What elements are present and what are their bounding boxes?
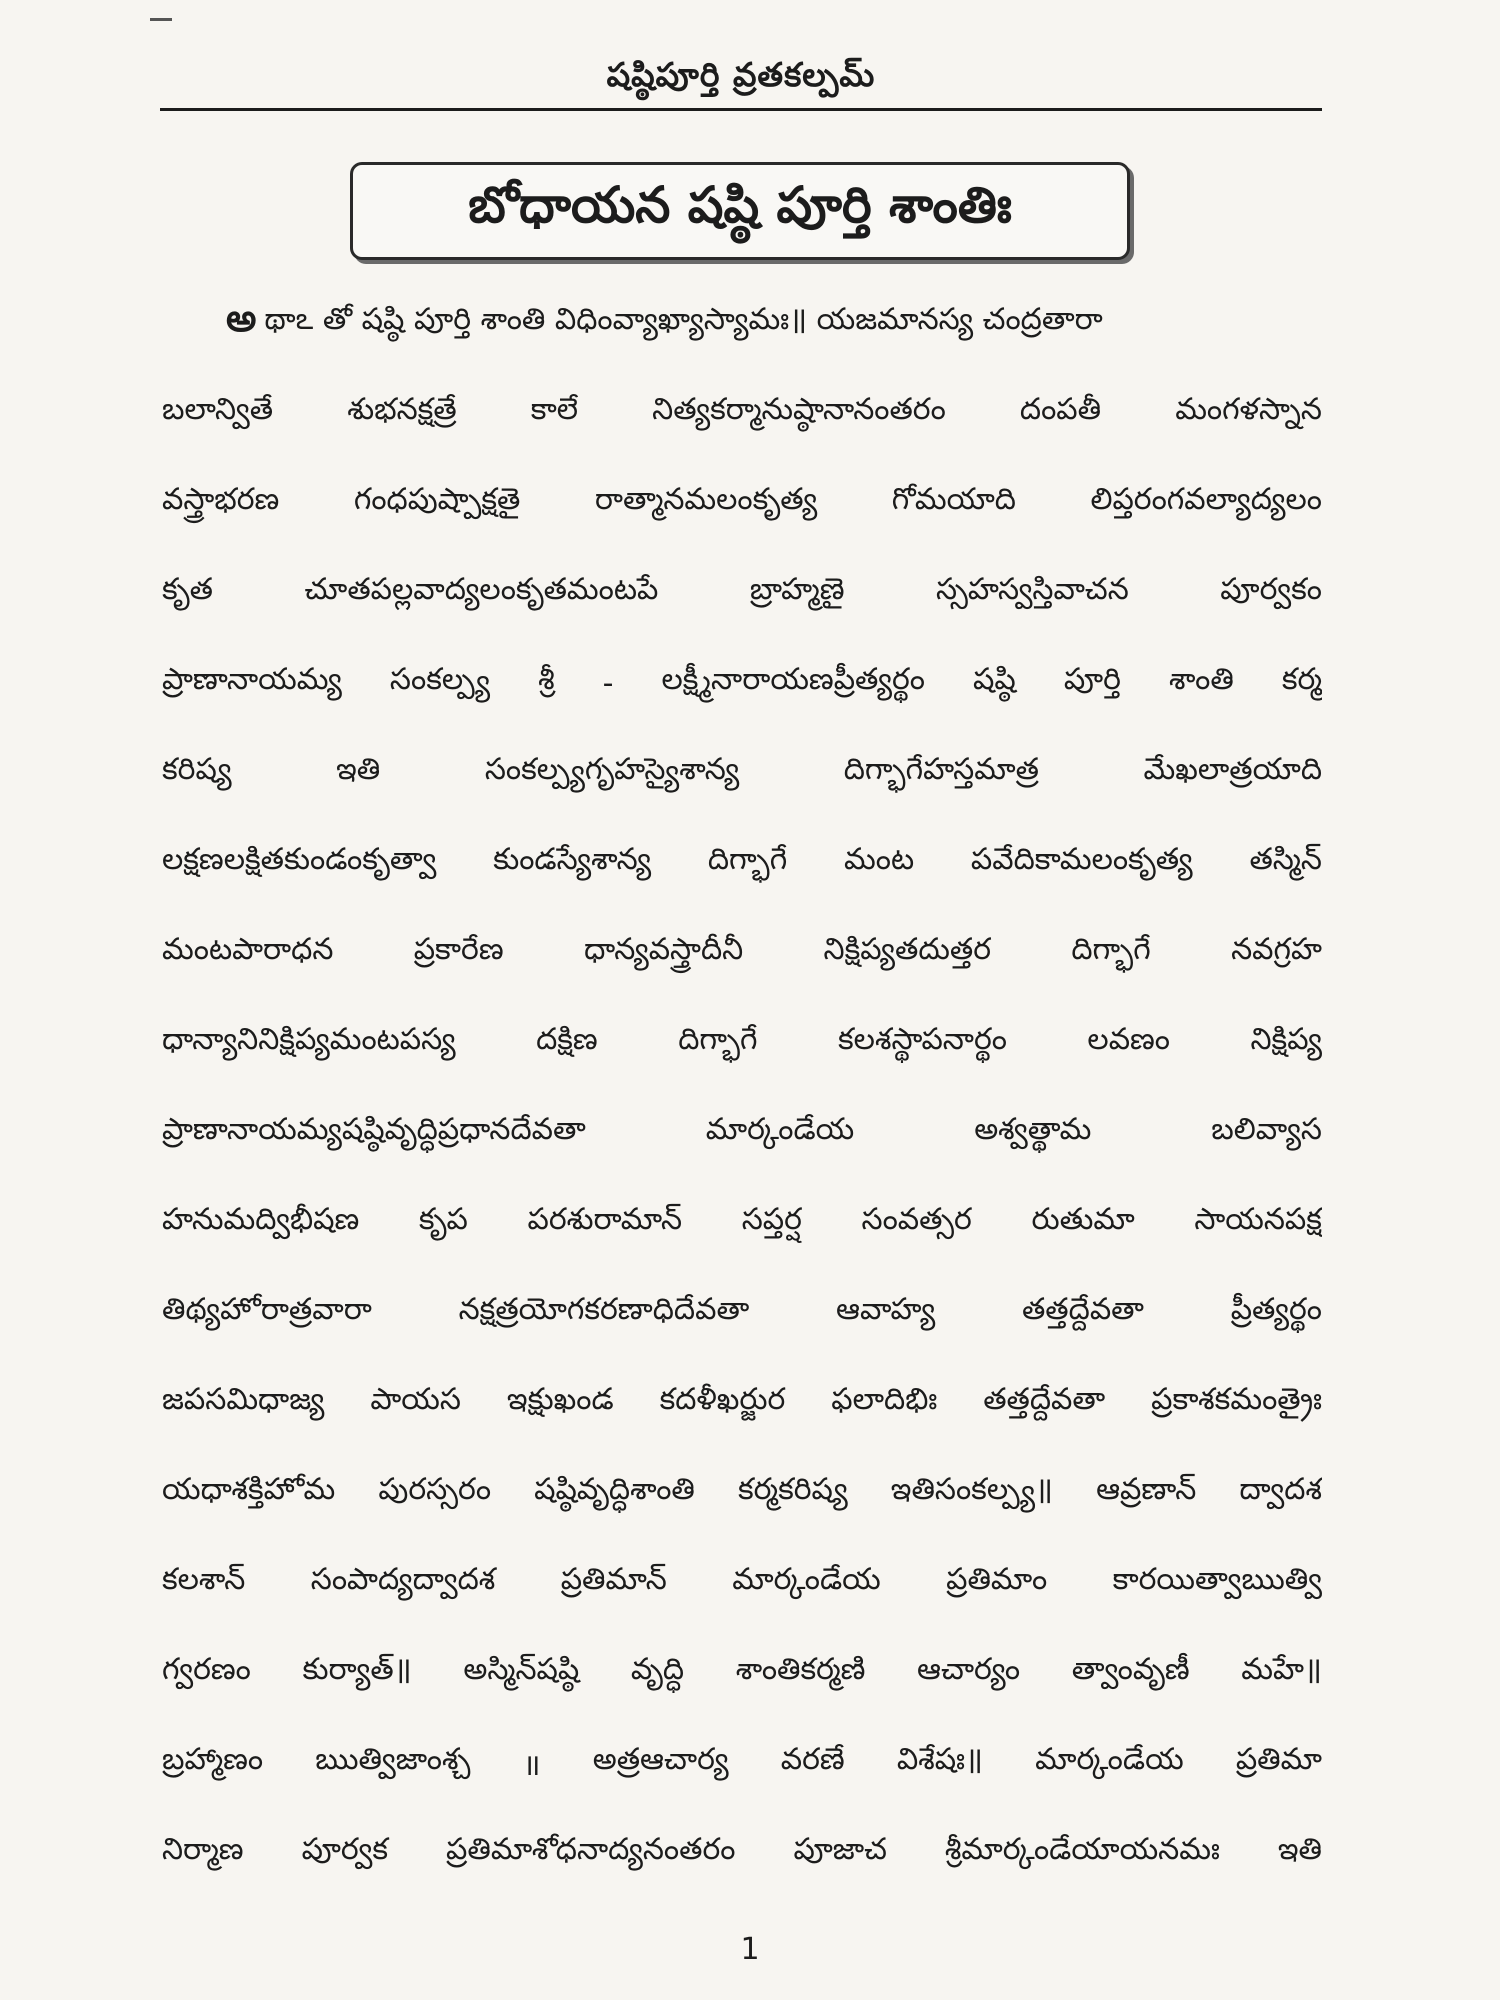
word: నవగ్రహ <box>1231 932 1322 967</box>
word: తత్తద్దేవతా <box>983 1382 1106 1417</box>
word: మహే॥ <box>1241 1652 1322 1687</box>
word: లక్ష్మీనారాయణప్రీత్యర్థం <box>661 662 925 697</box>
text-line <box>162 1178 1322 1268</box>
word: యధాశక్తిహోమ <box>162 1472 336 1507</box>
word: ఇతిసంకల్ప్య॥ <box>890 1472 1053 1507</box>
text-line <box>162 638 1322 728</box>
text-line <box>162 278 1322 368</box>
word: నిర్మాణ <box>162 1832 244 1867</box>
word: సాయనపక్ష <box>1194 1202 1322 1237</box>
word: పవేదికామలంకృత్య <box>970 842 1193 877</box>
text-line <box>162 818 1322 908</box>
word: ప్రకాశకమంత్రైః <box>1151 1382 1322 1417</box>
word: జపసమిధాజ్య <box>162 1382 325 1417</box>
word: శ్రీ <box>538 662 555 697</box>
text-line <box>162 728 1322 818</box>
word: ప్రతిమా <box>1235 1742 1322 1777</box>
word: ఆచార్యం <box>917 1652 1021 1687</box>
word: ప్రాణానాయమ్యషష్ఠివృద్ధిప్రధానదేవతా <box>162 1112 586 1147</box>
word: దిగ్భాగే <box>678 1022 758 1057</box>
text-line <box>162 908 1322 998</box>
word: ప్రతిమాం <box>946 1562 1048 1597</box>
word: పూర్వక <box>301 1832 389 1867</box>
word: సంకల్ప్య <box>389 662 491 697</box>
word: పూజాచ <box>793 1832 887 1867</box>
word: కుర్యాత్॥ <box>302 1652 412 1687</box>
text-line <box>162 998 1322 1088</box>
body-text <box>162 278 1322 1898</box>
word: మార్కండేయ <box>732 1562 881 1597</box>
word: ద్వాదశ <box>1239 1472 1322 1507</box>
word: మంట <box>844 842 915 877</box>
word: వృద్ధి <box>630 1652 685 1687</box>
word: ప్రతిమాన్ <box>560 1562 667 1597</box>
word: లక్షణలక్షితకుండంకృత్వా <box>162 842 437 877</box>
word: శాంతికర్మణి <box>735 1652 866 1687</box>
word: పరశురామాన్ <box>527 1202 683 1237</box>
word: ఇతి <box>336 752 381 787</box>
word: సప్తర్ష <box>741 1202 802 1237</box>
word: ప్రాణానాయమ్య <box>162 662 342 697</box>
word: మార్కండేయ <box>1035 1742 1184 1777</box>
word: ॥ <box>522 1747 541 1783</box>
word: దిగ్భాగే <box>1071 932 1151 967</box>
text-line <box>162 548 1322 638</box>
running-header: షష్ఠిపూర్తి వ్రతకల్పమ్ <box>606 55 876 94</box>
scan-mark <box>150 18 172 21</box>
word: ఇతి <box>1277 1832 1322 1867</box>
word: దిగ్భాగే <box>707 842 788 877</box>
word: లవణం <box>1087 1022 1171 1057</box>
word: కారయిత్వాఋత్వి <box>1112 1562 1322 1597</box>
section-title: బోధాయన షష్ఠి పూర్తి శాంతిః <box>350 162 1130 260</box>
word: గోమయాది <box>891 482 1016 517</box>
word: పాయస <box>370 1382 461 1417</box>
word: విశేషః॥ <box>896 1742 983 1777</box>
word: మార్కండేయ <box>705 1112 855 1147</box>
word: ఆవ్రణాన్ <box>1096 1472 1197 1507</box>
word: సంకల్ప్యగృహస్యైశాన్య <box>484 752 740 787</box>
word: సంపాద్యద్వాదశ <box>310 1562 496 1597</box>
word: కాలే <box>530 392 579 427</box>
word: షష్ఠి <box>973 662 1016 697</box>
word: ధాన్యవస్త్రాదీనీ <box>583 932 744 967</box>
word: తత్తద్దేవతా <box>1021 1292 1144 1327</box>
word: కృప <box>418 1202 468 1237</box>
word: ప్రకారేణ <box>413 932 504 967</box>
word: నక్షత్రయోగకరణాధిదేవతా <box>458 1292 750 1327</box>
word: లిప్తరంగవల్యాద్యలం <box>1090 482 1322 517</box>
word: కలశస్థాపనార్థం <box>838 1022 1007 1057</box>
word: దిగ్భాగేహస్తమాత్ర <box>843 752 1039 787</box>
word: రుతుమా <box>1031 1202 1135 1237</box>
word: షష్ఠివృద్ధిశాంతి <box>534 1472 695 1507</box>
text-line <box>162 1628 1322 1718</box>
word: ప్రీత్యర్థం <box>1230 1292 1322 1327</box>
word: - <box>602 665 614 701</box>
word: నిక్షిప్య <box>1250 1022 1322 1057</box>
word: ధాన్యానినిక్షిప్యమంటపస్య <box>162 1022 456 1057</box>
header-rule <box>160 108 1322 111</box>
word: స్సహస్వస్తివాచన <box>935 572 1129 607</box>
word: వస్త్రాభరణ <box>162 482 280 517</box>
word: ఋత్విజాంశ్చ <box>315 1742 471 1777</box>
word: ప్రతిమాశోధనాద్యనంతరం <box>446 1832 736 1867</box>
word: తిథ్యహోరాత్రవారా <box>162 1292 372 1327</box>
lead-word: అ <box>226 296 257 340</box>
word: పురస్సరం <box>378 1472 492 1507</box>
page-number: 1 <box>740 1932 760 1967</box>
word: మంటపారాధన <box>162 932 334 967</box>
word: పూర్వకం <box>1220 572 1322 607</box>
text-line <box>162 1448 1322 1538</box>
word: కృత <box>162 572 213 607</box>
word: నిత్యకర్మానుష్ఠానానంతరం <box>652 392 946 427</box>
word: శుభనక్షత్రే <box>347 392 457 427</box>
word: బలాన్వితే <box>162 392 274 427</box>
word: ఇక్షుఖండ <box>506 1382 614 1417</box>
text-line <box>162 458 1322 548</box>
word: అస్మిన్‌షష్ఠి <box>463 1652 580 1687</box>
word: చూతపల్లవాద్యలంకృతమంటపే <box>304 572 659 607</box>
word: ఆవాహ్య <box>836 1292 936 1327</box>
word: సంవత్సర <box>861 1202 972 1237</box>
text-line-content: థాఽ తో షష్ఠి పూర్తి శాంతి విధింవ్యాఖ్యాస్యామః॥ యజమానస్య చంద్రతారా <box>264 302 1103 337</box>
word: బ్రహ్మాణం <box>162 1742 264 1777</box>
text-line <box>162 368 1322 458</box>
word: త్వాంవృణీ <box>1071 1652 1190 1687</box>
text-line <box>162 1808 1322 1898</box>
word: అశ్వత్థామ <box>974 1112 1092 1147</box>
text-line <box>162 1268 1322 1358</box>
word: పూర్తి <box>1063 662 1121 697</box>
word: బ్రాహ్మణై <box>749 572 845 607</box>
text-line <box>162 1088 1322 1178</box>
word: అత్రఆచార్య <box>592 1742 729 1777</box>
word: కర్మకరిష్య <box>737 1472 848 1507</box>
word: కలశాన్ <box>162 1562 246 1597</box>
word: శ్రీమార్కండేయాయనమః <box>944 1832 1220 1867</box>
word: కరిష్య <box>162 752 232 787</box>
word: దక్షిణ <box>536 1022 598 1057</box>
word: కదళీఖర్జుర <box>659 1382 786 1417</box>
word: శాంతి <box>1169 662 1234 697</box>
word: హనుమద్విభీషణ <box>162 1202 360 1237</box>
word: దంపతీ <box>1019 392 1102 427</box>
text-line <box>162 1718 1322 1808</box>
word: మేఖలాత్రయాది <box>1143 752 1322 787</box>
word: వరణే <box>780 1742 845 1777</box>
word: బలివ్యాస <box>1211 1112 1322 1147</box>
word: రాత్మానమలంకృత్య <box>594 482 818 517</box>
word: నిక్షిప్యతదుత్తర <box>823 932 992 967</box>
word: కర్మ <box>1281 662 1322 697</box>
word: ఫలాదిభిః <box>831 1382 938 1417</box>
word: మంగళస్నాన <box>1175 392 1322 427</box>
text-line <box>162 1538 1322 1628</box>
word: కుండస్యేశాన్య <box>493 842 652 877</box>
word: గంధపుష్పాక్షతై <box>353 482 521 517</box>
word: తస్మిన్ <box>1249 842 1322 877</box>
word: గ్వరణం <box>162 1652 251 1687</box>
text-line <box>162 1358 1322 1448</box>
